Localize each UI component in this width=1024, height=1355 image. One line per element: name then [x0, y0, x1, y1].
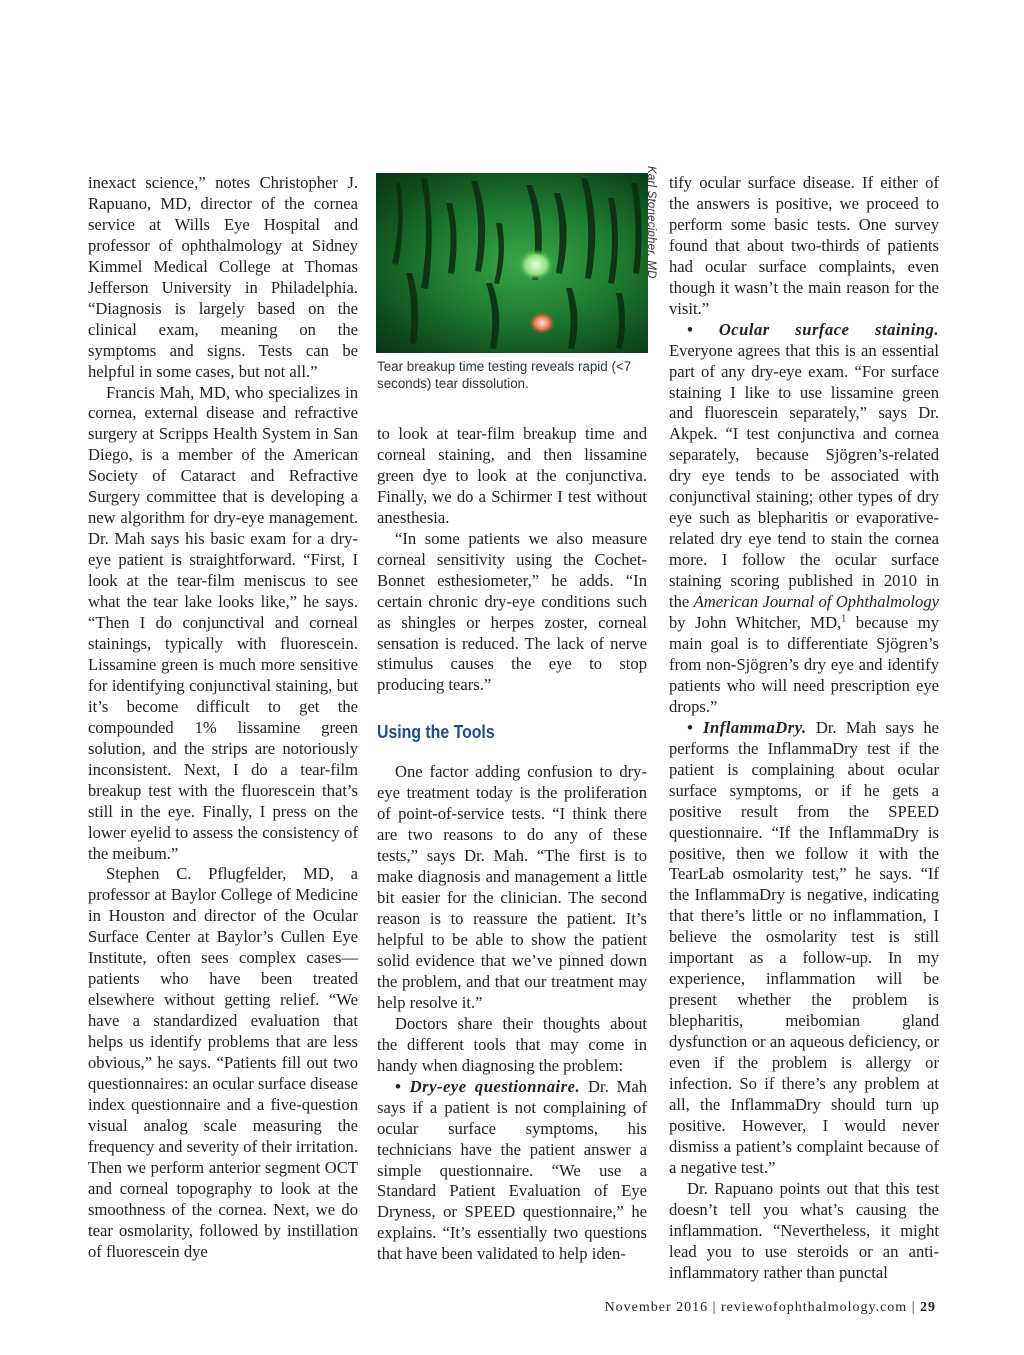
- figure-caption: Tear breakup time testing reveals rapid (<7 seconds) tear dissolution.: [377, 359, 632, 391]
- bullet-text: by John Whitcher, MD,: [669, 613, 842, 633]
- bullet-heading: • InflammaDry.: [687, 717, 807, 737]
- col2-paragraph-4: Doctors share their thoughts about the different tools that may come in handy when diagnosing the problem:: [377, 1013, 647, 1075]
- col3-paragraph-1: tify ocular surface disease. If either of the answers is positive, we proceed to perform some basic tests. One survey found that about two-thirds of patients had ocular surface complaints, even though it wasn’t the main reason for the visit.”: [669, 173, 939, 318]
- col1-paragraph-2: Francis Mah, MD, who specializes in cornea, external disease and refractive surgery at Scripps Health System in San Diego, is a member of the American Society of Cataract and Refractive Surgery committee that is developing a new algorithm for dry-eye management. Dr. Mah says his basic exam for a dry-eye patient is straightforward. “First, I look at the tear-film meniscus to see what the tear lake looks like,” he says. “Then I do conjunctival and corneal stainings, typically with fluorescein. Lissamine green is much more sensitive for identifying conjunctival staining, but it’s become difficult to get the compounded 1% lissamine green solution, and the strips are notoriously inconsistent. Next, I do a tear-film breakup test with the fluorescein that’s still in the eye. Finally, I press on the lower eyelid to assess the consistency of the meibum.”: [88, 382, 358, 863]
- reference-number: 1: [841, 613, 847, 625]
- bullet-dry-eye-questionnaire: [377, 1077, 647, 1266]
- bullet-text: because my main goal is to differentiate Sjögren’s from non-Sjögren’s dry eye and identify patients who will need prescription eye drops.”: [669, 613, 939, 716]
- bullet-text: Dr. Mah says if a patient is not complaining of ocular surface symptoms, his technicians have the patient answer a simple questionnaire. “We use a Standard Patient Evaluation of Eye Dryness, or SPEED questionnaire,” he explains. “It’s essentially two questions that have been validated to help iden-: [377, 1076, 647, 1264]
- col2-paragraph-2: “In some patients we also measure corneal sensitivity using the Cochet-Bonnet esthesiometer,” he adds. “In certain chronic dry-eye conditions such as shingles or herpes zoster, corneal sensation is reduced. The lack of nerve stimulus causes the eye to stop producing tears.”: [377, 528, 647, 695]
- tear-breakup-figure: [376, 173, 648, 353]
- column-2: [377, 424, 647, 1265]
- column-3: [669, 173, 939, 1284]
- tear-film-image: [376, 173, 648, 353]
- bullet-text: Everyone agrees that this is an essential part of any dry-eye exam. “For surface staining I like to use lissamine green and fluorescein separately,” says Dr. Akpek. “I test conjunctiva and cornea separately, because Sjögren’s-related dry eye tends to be associated with conjunctival staining; other types of dry eye such as blepharitis or evaporative-related dry eye tend to stain the cornea more. I follow the ocular surface staining scoring published in 2010 in the: [669, 340, 939, 612]
- column-1: [88, 173, 358, 1263]
- journal-title: American Journal of Ophthalmology: [693, 592, 939, 612]
- col1-paragraph-3: Stephen C. Pflugfelder, MD, a professor at Baylor College of Medicine in Houston and director of the Ocular Surface Center at Baylor’s Cullen Eye Institute, often sees complex cases—patients who have been treated elsewhere without getting relief. “We have a standardized evaluation that helps us identify problems that are less obvious,” he says. “Patients fill out two questionnaires: an ocular surface disease index questionnaire and a five-question visual analog scale measuring the frequency and severity of their irritation. Then we perform anterior segment OCT and corneal topography to look at the smoothness of the cornea. Next, we do tear osmolarity, followed by instillation of fluorescein dye: [88, 864, 359, 1261]
- bullet-ocular-surface-staining: [669, 320, 939, 718]
- page-footer: [605, 1300, 936, 1316]
- page-number: 29: [920, 1300, 936, 1315]
- issue-date: November 2016: [604, 1300, 709, 1315]
- col2-paragraph-3: One factor adding confusion to dry-eye treatment today is the proliferation of point-of-service tests. “I think there are two reasons to do any of these tests,” says Dr. Mah. “The first is to make diagnosis and management a little bit easier for the clinician. The second reason is to reassure the patient. It’s helpful to be able to show the patient solid evidence that we’ve pinned down the problem, and that our treatment may help resolve it.”: [377, 762, 647, 1012]
- bullet-heading: • Dry-eye questionnaire.: [395, 1076, 581, 1096]
- col2-paragraph-1: to look at tear-film breakup time and corneal staining, and then lissamine green dye to look at the conjunctiva. Finally, we do a Schirmer I test without anesthesia.: [377, 424, 647, 527]
- bullet-inflammadry: [669, 718, 939, 1179]
- footer-separator: |: [907, 1300, 920, 1315]
- footer-separator: |: [708, 1300, 721, 1315]
- section-heading: Using the Tools: [377, 722, 495, 743]
- col1-paragraph-1: inexact science,” notes Christopher J. Rapuano, MD, director of the cornea service at Wills Eye Hospital and professor of ophthalmology at Sidney Kimmel Medical College at Thomas Jefferson University in Philadelphia. “Diagnosis is largely based on the clinical exam, meaning on the symptoms and signs. Tests can be helpful in some cases, but not all.”: [88, 173, 358, 381]
- website: reviewofophthalmology.com: [720, 1300, 908, 1315]
- light-reflex: [529, 312, 555, 334]
- col3-paragraph-last: Dr. Rapuano points out that this test doesn’t tell you what’s causing the inflammation. “Nevertheless, it might lead you to use steroids or an anti-inflammatory rather than punctal: [669, 1178, 939, 1282]
- bullet-text: Dr. Mah says he performs the InflammaDry test if the patient is complaining about ocular surface symptoms, or if he gets a positive result from the SPEED questionnaire. “If the InflammaDry is positive, then we follow it with the TearLab osmolarity test,” he says. “If the InflammaDry is negative, indicating that there’s little or no inflammation, I believe the osmolarity test is still important as a follow-up. In my experience, inflammation will be present whether the problem is blepharitis, meibomian gland dysfunction or an aqueous deficiency, or even if the problem is allergy or infection. So if there’s any problem at all, the InflammaDry should turn up positive. However, I would never dismiss a patient’s complaint because of a negative test.”: [669, 717, 939, 1177]
- photo-credit: [645, 166, 668, 279]
- fluorescein-spot: [518, 249, 554, 281]
- bullet-heading: • Ocular surface staining.: [687, 319, 939, 339]
- photo-credit-text: Karl Stonecipher, MD: [645, 166, 657, 279]
